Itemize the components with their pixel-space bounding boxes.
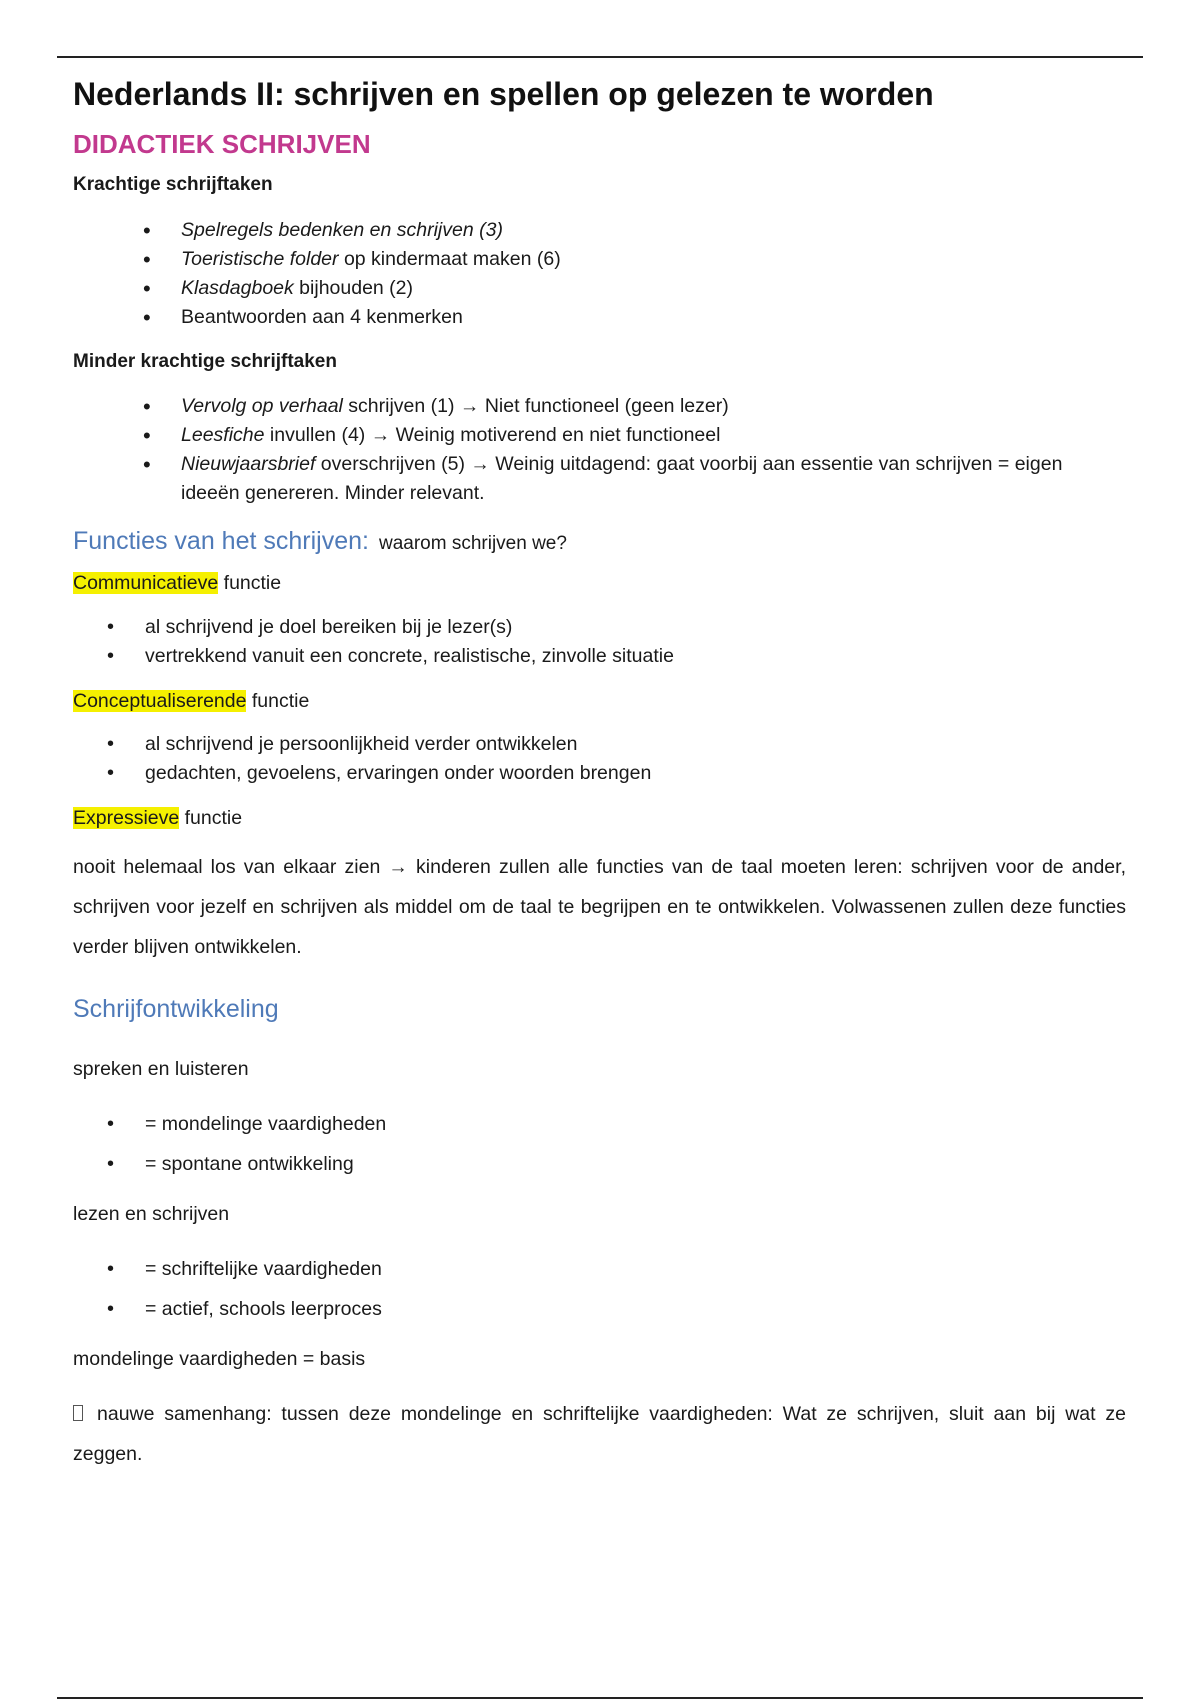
subheading-krachtige-schrijftaken: Krachtige schrijftaken	[73, 174, 273, 196]
list-item: • = schriftelijke vaardigheden	[73, 1249, 1126, 1289]
list-conceptualiserende-functie	[73, 730, 1126, 788]
list-item	[73, 450, 1126, 508]
samenhang-paragraph	[73, 1394, 1126, 1474]
section-heading-schrijfontwikkeling: Schrijfontwikkeling	[73, 995, 279, 1024]
list-item-emphasis: Nieuwjaarsbrief	[181, 453, 316, 476]
list-communicatieve-functie	[73, 613, 1126, 671]
list-item-emphasis: Leesfiche	[181, 424, 265, 447]
list-item	[73, 392, 1126, 421]
list-item	[73, 303, 1126, 332]
conceptualiserende-functie-label	[73, 687, 1126, 716]
expressieve-functie-label	[73, 804, 1126, 833]
list-item-emphasis: Spelregels bedenken en schrijven (3)	[181, 218, 503, 241]
highlight-expressieve: Expressieve	[73, 806, 180, 829]
list-spreken-luisteren	[73, 1104, 1126, 1184]
section-heading-didactiek: DIDACTIEK SCHRIJVEN	[73, 128, 371, 159]
list-item-emphasis: Toeristische folder	[181, 247, 339, 270]
list-item: • = actief, schools leerproces	[73, 1289, 1126, 1329]
highlight-conceptualiserende: Conceptualiserende	[73, 689, 247, 712]
functie-suffix: functie	[246, 689, 310, 712]
basis-statement: mondelinge vaardigheden = basis	[73, 1348, 366, 1371]
section-heading-functies: Functies van het schrijven:	[73, 527, 369, 556]
list-item: • gedachten, gevoelens, ervaringen onder woorden brengen	[73, 759, 1126, 788]
list-lezen-schrijven	[73, 1249, 1126, 1329]
lezen-schrijven-label: lezen en schrijven	[73, 1202, 230, 1225]
subheading-minder-krachtige-schrijftaken: Minder krachtige schrijftaken	[73, 350, 337, 372]
list-item-emphasis: Vervolg op verhaal	[181, 395, 343, 418]
functie-suffix: functie	[218, 572, 282, 595]
samenhang-text: nauwe samenhang: tussen deze mondelinge en schriftelijke vaardigheden: Wat ze schrijven, sluit aan bij wat ze zeggen.	[73, 1403, 1126, 1466]
document-body	[73, 74, 1126, 1498]
highlight-communicatieve: Communicatieve	[73, 572, 219, 595]
list-krachtige-schrijftaken	[73, 216, 1126, 332]
functie-suffix: functie	[179, 806, 243, 829]
list-item-text: bijhouden (2)	[293, 276, 414, 299]
spreken-luisteren-label: spreken en luisteren	[73, 1057, 249, 1080]
list-item: • al schrijvend je persoonlijkheid verder ontwikkelen	[73, 730, 1126, 759]
list-item: • = mondelinge vaardigheden	[73, 1104, 1126, 1144]
list-item	[73, 245, 1126, 274]
list-item: • vertrekkend vanuit een concrete, realistische, zinvolle situatie	[73, 642, 1126, 671]
list-minder-krachtige-schrijftaken	[73, 392, 1126, 508]
list-item: • = spontane ontwikkeling	[73, 1144, 1126, 1184]
list-item	[73, 216, 1126, 245]
list-item-text: Beantwoorden aan 4 kenmerken	[181, 305, 463, 328]
list-item-text: invullen (4) → Weinig motiverend en niet functioneel	[264, 424, 721, 447]
missing-glyph-icon	[73, 1405, 83, 1421]
bottom-rule	[57, 1697, 1143, 1699]
functies-heading-row	[73, 524, 1126, 559]
list-item-text: op kindermaat maken (6)	[338, 247, 561, 270]
top-rule	[57, 56, 1143, 58]
communicatieve-functie-label	[73, 569, 1126, 598]
page-title: Nederlands II: schrijven en spellen op gelezen te worden	[73, 76, 934, 112]
list-item-text: schrijven (1) → Niet functioneel (geen lezer)	[342, 395, 729, 418]
list-item: • al schrijvend je doel bereiken bij je lezer(s)	[73, 613, 1126, 642]
functies-paragraph: nooit helemaal los van elkaar zien → kinderen zullen alle functies van de taal moeten leren: schrijven voor de ander, schrijven voor jezelf en schrijven als middel om de taal te begrijpen en te ontwikkelen. Volwassenen zullen deze functies verder blijven ontwikkelen.	[73, 856, 1126, 959]
functies-subheading: waarom schrijven we?	[378, 533, 567, 555]
list-item-emphasis: Klasdagboek	[181, 276, 294, 299]
list-item	[73, 274, 1126, 303]
list-item	[73, 421, 1126, 450]
list-item-text: overschrijven (5) → Weinig uitdagend: gaat voorbij aan essentie van schrijven = eigen ideeën genereren. Minder relevant.	[181, 453, 1063, 505]
